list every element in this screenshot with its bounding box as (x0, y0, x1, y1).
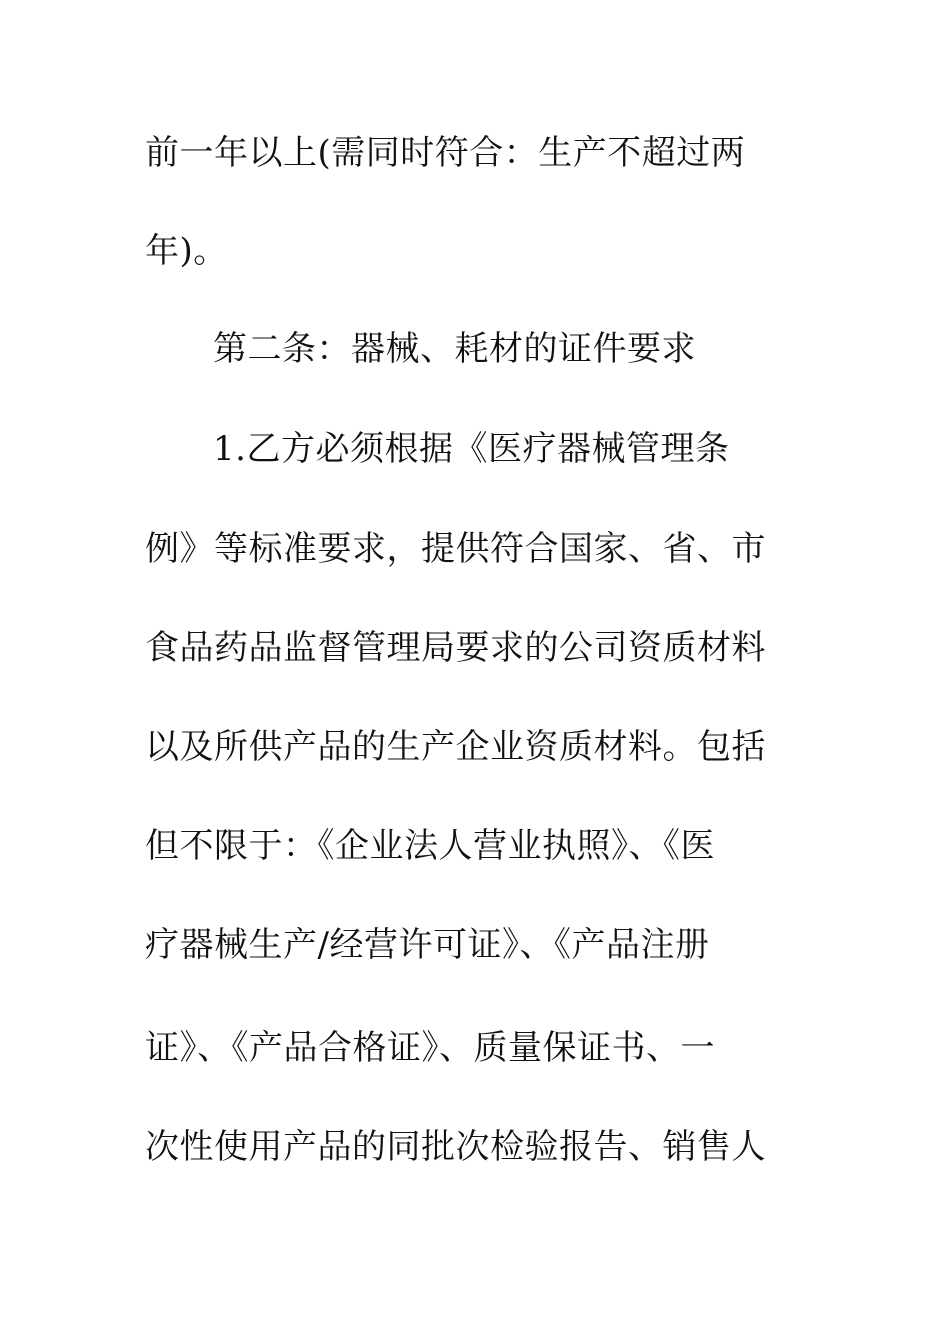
text-line: 但不限于：《企业法人营业执照》、《医 (145, 826, 715, 866)
text-line: 前一年以上(需同时符合：生产不超过两 (145, 133, 746, 173)
text-line: 例》等标准要求，提供符合国家、省、市 (145, 529, 766, 569)
section-heading: 第二条：器械、耗材的证件要求 (213, 329, 696, 369)
text-line: 疗器械生产/经营许可证》、《产品注册 (145, 925, 710, 965)
text-line: 1.乙方必须根据《医疗器械管理条 (213, 429, 730, 469)
text-line: 证》、《产品合格证》、质量保证书、一 (145, 1028, 715, 1068)
text-line: 食品药品监督管理局要求的公司资质材料 (145, 628, 766, 668)
text-line: 年)。 (145, 231, 228, 271)
text-line: 次性使用产品的同批次检验报告、销售人 (145, 1127, 766, 1167)
text-line: 以及所供产品的生产企业资质材料。包括 (145, 727, 766, 767)
